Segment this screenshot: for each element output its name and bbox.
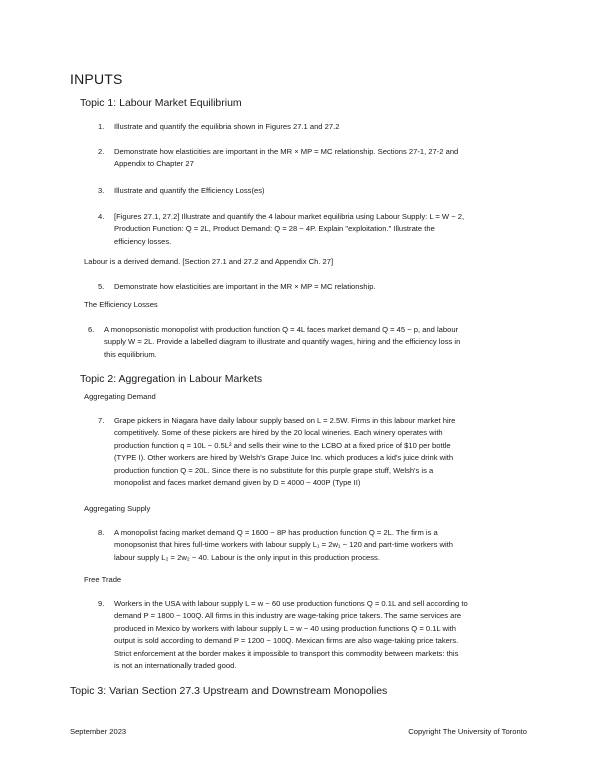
- efficiency-losses-label: The Efficiency Losses: [84, 300, 158, 309]
- item-text: Illustrate and quantify the equilibria shown in Figures 27.1 and 27.2: [114, 122, 340, 131]
- topic-2-title: Topic 2: Aggregation in Labour Markets: [80, 373, 263, 385]
- item-text: production function Q = 20L. Since there is no substitute for this purple grape stuff, Welsh's is a: [114, 465, 434, 475]
- aggregating-demand-label: Aggregating Demand: [84, 392, 156, 401]
- item-text: monopsonist that hires full-time workers with labour supply L₁ = 2w₁ − 120 and part-time workers with: [114, 540, 453, 550]
- item-text: produced in Mexico by workers with labour supply L = w − 40 using production functions Q = 0.1L with: [114, 623, 456, 633]
- item-text: [Figures 27.1, 27.2] Illustrate and quantify the 4 labour market equilibria using Labour Supply: L = W − 2,: [114, 212, 465, 221]
- item-text: efficiency losses.: [114, 236, 172, 246]
- item-text: output is sold according to demand P = 1200 − 100Q. Mexican firms are also wage-taking price takers.: [114, 636, 459, 646]
- item-text: supply W = 2L. Provide a labelled diagram to illustrate and quantify wages, hiring and the efficiency loss in: [104, 337, 461, 347]
- free-trade-label: Free Trade: [84, 575, 122, 584]
- item-number: 8.: [98, 528, 105, 537]
- item-text: this equilibrium.: [104, 349, 157, 359]
- item-text: Strict enforcement at the border makes it impossible to transport this commodity between markets: this: [114, 648, 459, 658]
- item-text: labour supply L₂ = 2w₂ − 40. Labour is the only input in this production process.: [114, 552, 380, 562]
- item-number: 4.: [98, 212, 105, 221]
- item-text: Appendix to Chapter 27: [114, 159, 194, 169]
- aggregating-supply-label: Aggregating Supply: [84, 504, 151, 513]
- item-number: 1.: [98, 122, 105, 131]
- item-number: 9.: [98, 599, 105, 608]
- item-text: Demonstrate how elasticities are important in the MR × MP = MC relationship.: [114, 282, 376, 291]
- item-text: is not an internationally traded good.: [114, 661, 237, 671]
- item-number: 6.: [88, 325, 95, 334]
- derived-demand-note: Labour is a derived demand. [Section 27.1 and 27.2 and Appendix Ch. 27]: [84, 257, 334, 266]
- item-text: (TYPE I). Other workers are hired by Welsh's Grape Juice Inc. which produces a kid's juice drink with: [114, 453, 454, 463]
- item-text: Production Function: Q = 2L, Product Demand: Q = 28 − 4P. Explain "exploitation." Illustrate the: [114, 224, 435, 234]
- item-number: 7.: [98, 416, 105, 425]
- item-text: Workers in the USA with labour supply L = w − 60 use production functions Q = 0.1L and sell according to: [114, 599, 468, 608]
- item-text: A monopolist facing market demand Q = 1600 − 8P has production function Q = 2L. The firm is a: [114, 528, 438, 537]
- item-text: Illustrate and quantify the Efficiency Loss(es): [114, 186, 265, 195]
- footer-date: September 2023: [70, 727, 127, 736]
- item-text: competitively. Some of these pickers are hired by the 20 local wineries. Each winery operates with: [114, 428, 443, 438]
- item-number: 5.: [98, 282, 105, 291]
- item-text: monopolist and faces market demand given by D = 4000 − 400P (Type II): [114, 478, 361, 488]
- item-text: A monopsonistic monopolist with production function Q = 4L faces market demand Q = 45 − p, and labour: [104, 325, 459, 334]
- item-text: Demonstrate how elasticities are important in the MR × MP = MC relationship. Sections 27-1, 27-2 and: [114, 147, 459, 156]
- topic-1-title: Topic 1: Labour Market Equilibrium: [80, 97, 242, 109]
- item-text: production function q = 10L − 0.5L² and sells their wine to the LCBO at a fixed price of $10 per bottle: [114, 440, 451, 450]
- topic-3-title: Topic 3: Varian Section 27.3 Upstream and Downstream Monopolies: [70, 685, 388, 697]
- footer-copyright: Copyright The University of Toronto: [408, 727, 527, 736]
- item-number: 3.: [98, 186, 105, 195]
- item-text: Grape pickers in Niagara have daily labour supply based on L = 2.5W. Firms in this labour market hire: [114, 416, 456, 425]
- item-number: 2.: [98, 147, 105, 156]
- page-heading: INPUTS: [70, 71, 123, 87]
- item-text: demand P = 1800 − 100Q. All firms in this industry are wage-taking price takers. The same services are: [114, 611, 462, 621]
